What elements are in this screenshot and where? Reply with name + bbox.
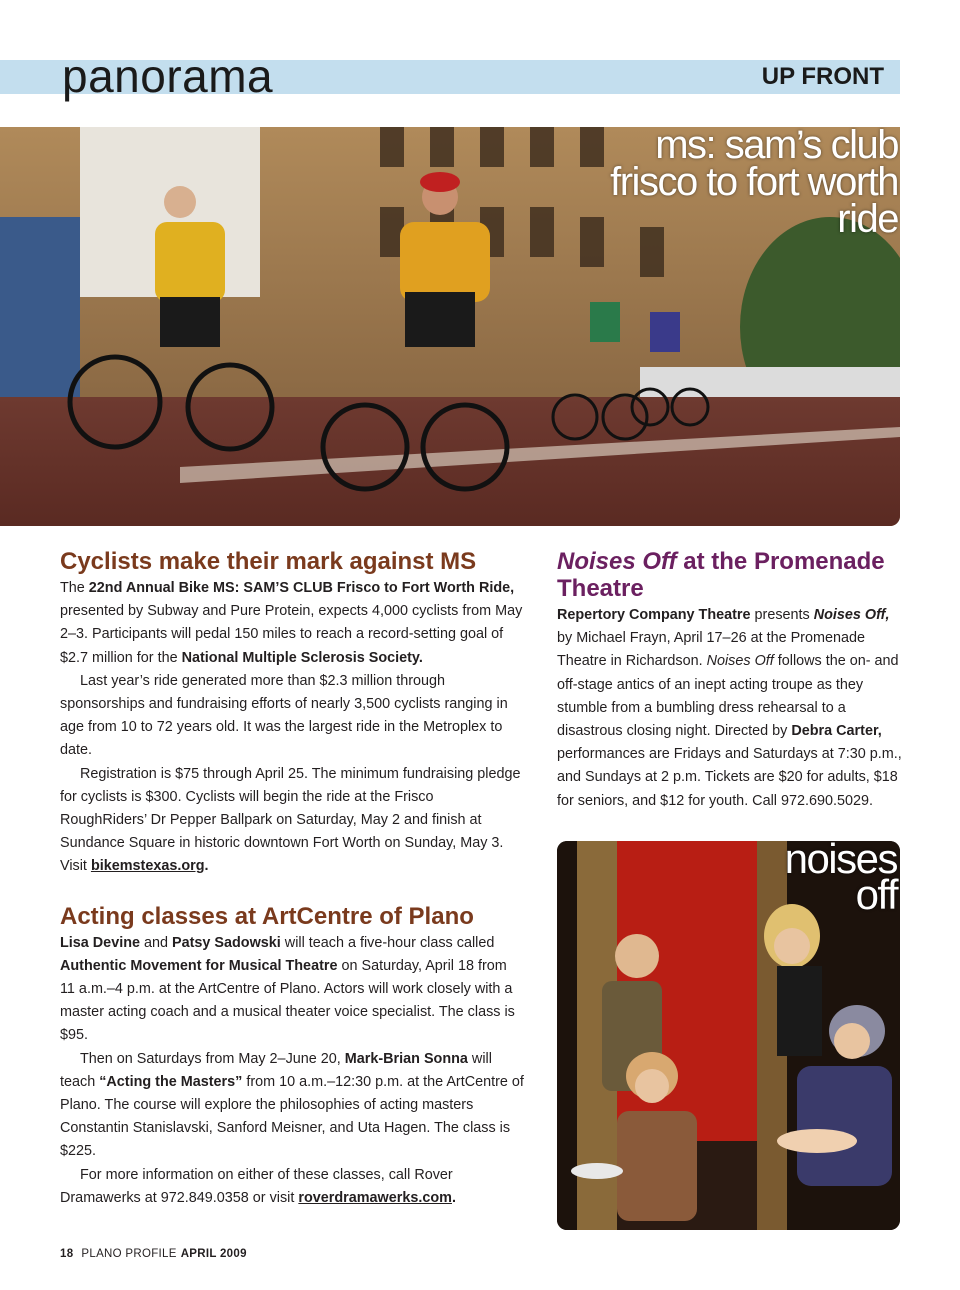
stage-caption-line: off (855, 871, 897, 918)
text: presents (750, 607, 814, 623)
issue-date: APRIL 2009 (180, 1248, 247, 1260)
left-column (60, 548, 524, 1210)
text: by Michael Frayn, April 17–26 at the Promenade Theatre in Richardson. (557, 630, 865, 670)
stage-photo-noises-off (557, 841, 900, 1230)
article-noises-off (557, 548, 902, 813)
section-name: panorama (62, 50, 274, 102)
text: For more information on either of these classes, call Rover Dramawerks at 972.849.0358 or visit (60, 1166, 453, 1206)
section-tag: UP FRONT (761, 63, 884, 90)
stage-caption (784, 841, 897, 918)
right-column (557, 548, 902, 813)
text: will teach (60, 1050, 492, 1090)
company-name: Repertory Company Theatre (557, 607, 751, 623)
article-title: Acting classes at ArtCentre of Plano (60, 902, 474, 930)
instructor-name: Lisa Devine (60, 934, 140, 951)
text: . (204, 858, 209, 875)
instructor-name: Mark-Brian Sonna (344, 1050, 468, 1067)
text: from 10 a.m.–12:30 p.m. at the ArtCentre of Plano. The course will explore the philosophies of acting masters Constantin Stanislavski, Sanford Meisner, and Uta Hagen. The class is $225. (60, 1073, 524, 1160)
play-title: Noises Off (557, 548, 677, 575)
article-paragraph (60, 932, 524, 1048)
hero-caption-line: frisco to fort worth (610, 160, 898, 204)
article-cyclists (60, 548, 524, 879)
page-footer (60, 1248, 247, 1260)
stage-caption-line: noises (784, 841, 897, 882)
page-number: 18 (60, 1248, 74, 1260)
hero-caption-line: ms: sam’s club (655, 127, 898, 167)
text: on Saturday, April 18 from 11 a.m.–4 p.m. at the ArtCentre of Plano. Actors will work closely with a master acting coach and a musical theater voice specialist. The class is $95. (60, 957, 515, 1044)
hero-caption-line: ride (837, 197, 898, 241)
article-acting (60, 903, 524, 1210)
article-title: Cyclists make their mark against MS (60, 548, 477, 575)
title-rest: at the Promenade Theatre (557, 548, 885, 602)
play-title: Noises Off (706, 653, 774, 670)
bikemstexas-link[interactable]: bikemstexas.org (90, 858, 205, 875)
article-paragraph: Last year’s ride generated more than $2.3 million through sponsorships and fundraising efforts of nearly 3,500 cyclists ranging in age from 10 to 72 years old. It was the largest ride in the Metroplex to date. (60, 672, 508, 759)
play-title: Noises Off, (813, 607, 890, 623)
text: The (60, 580, 89, 596)
text: . (451, 1189, 456, 1206)
article-paragraph (60, 1048, 524, 1164)
course-name: “Acting the Masters” (99, 1073, 243, 1090)
instructor-name: Patsy Sadowski (172, 934, 281, 951)
text: will teach a five-hour class called (280, 934, 495, 951)
event-name: 22nd Annual Bike MS: SAM’S CLUB Frisco to Fort Worth Ride, (88, 580, 515, 596)
hero-caption (610, 127, 898, 241)
publication-name: PLANO PROFILE (81, 1248, 177, 1260)
article-title (557, 548, 902, 602)
organization-name: National Multiple Sclerosis Society. (181, 649, 423, 666)
class-name: Authentic Movement for Musical Theatre (60, 957, 338, 974)
roverdramawerks-link[interactable]: roverdramawerks.com (298, 1189, 452, 1206)
text: presented by Subway and Pure Protein, expects 4,000 cyclists from May 2–3. Participants will pedal 150 miles to reach a record-setting goal of $2.7 million for the (60, 603, 523, 666)
text: follows the on- and off-stage antics of an inept acting troupe as they stumble from a bumbling dress rehearsal to a disastrous closing night. Directed by (557, 653, 899, 740)
text: Registration is $75 through April 25. The minimum fundraising pledge for cyclists is $300. Cyclists will begin the ride at the Frisco RoughRiders’ Dr Pepper Ballpark on Saturday, May 2 and finish at Sundance Square in historic downtown Fort Worth on Sunday, May 3. Visit (60, 765, 521, 875)
text: Then on Saturdays from May 2–June 20, (80, 1050, 345, 1067)
article-paragraph (60, 1164, 524, 1210)
text: performances are Fridays and Saturdays at 7:30 p.m., and Sundays at 2 p.m. Tickets are $20 for adults, $18 for seniors, and $12 for youth. Call 972.690.5029. (557, 746, 902, 809)
article-paragraph (60, 577, 524, 670)
article-paragraph (557, 604, 902, 813)
director-name: Debra Carter, (791, 723, 882, 740)
text: and (140, 934, 173, 951)
article-paragraph (60, 763, 524, 879)
hero-photo-cyclists (0, 127, 900, 526)
